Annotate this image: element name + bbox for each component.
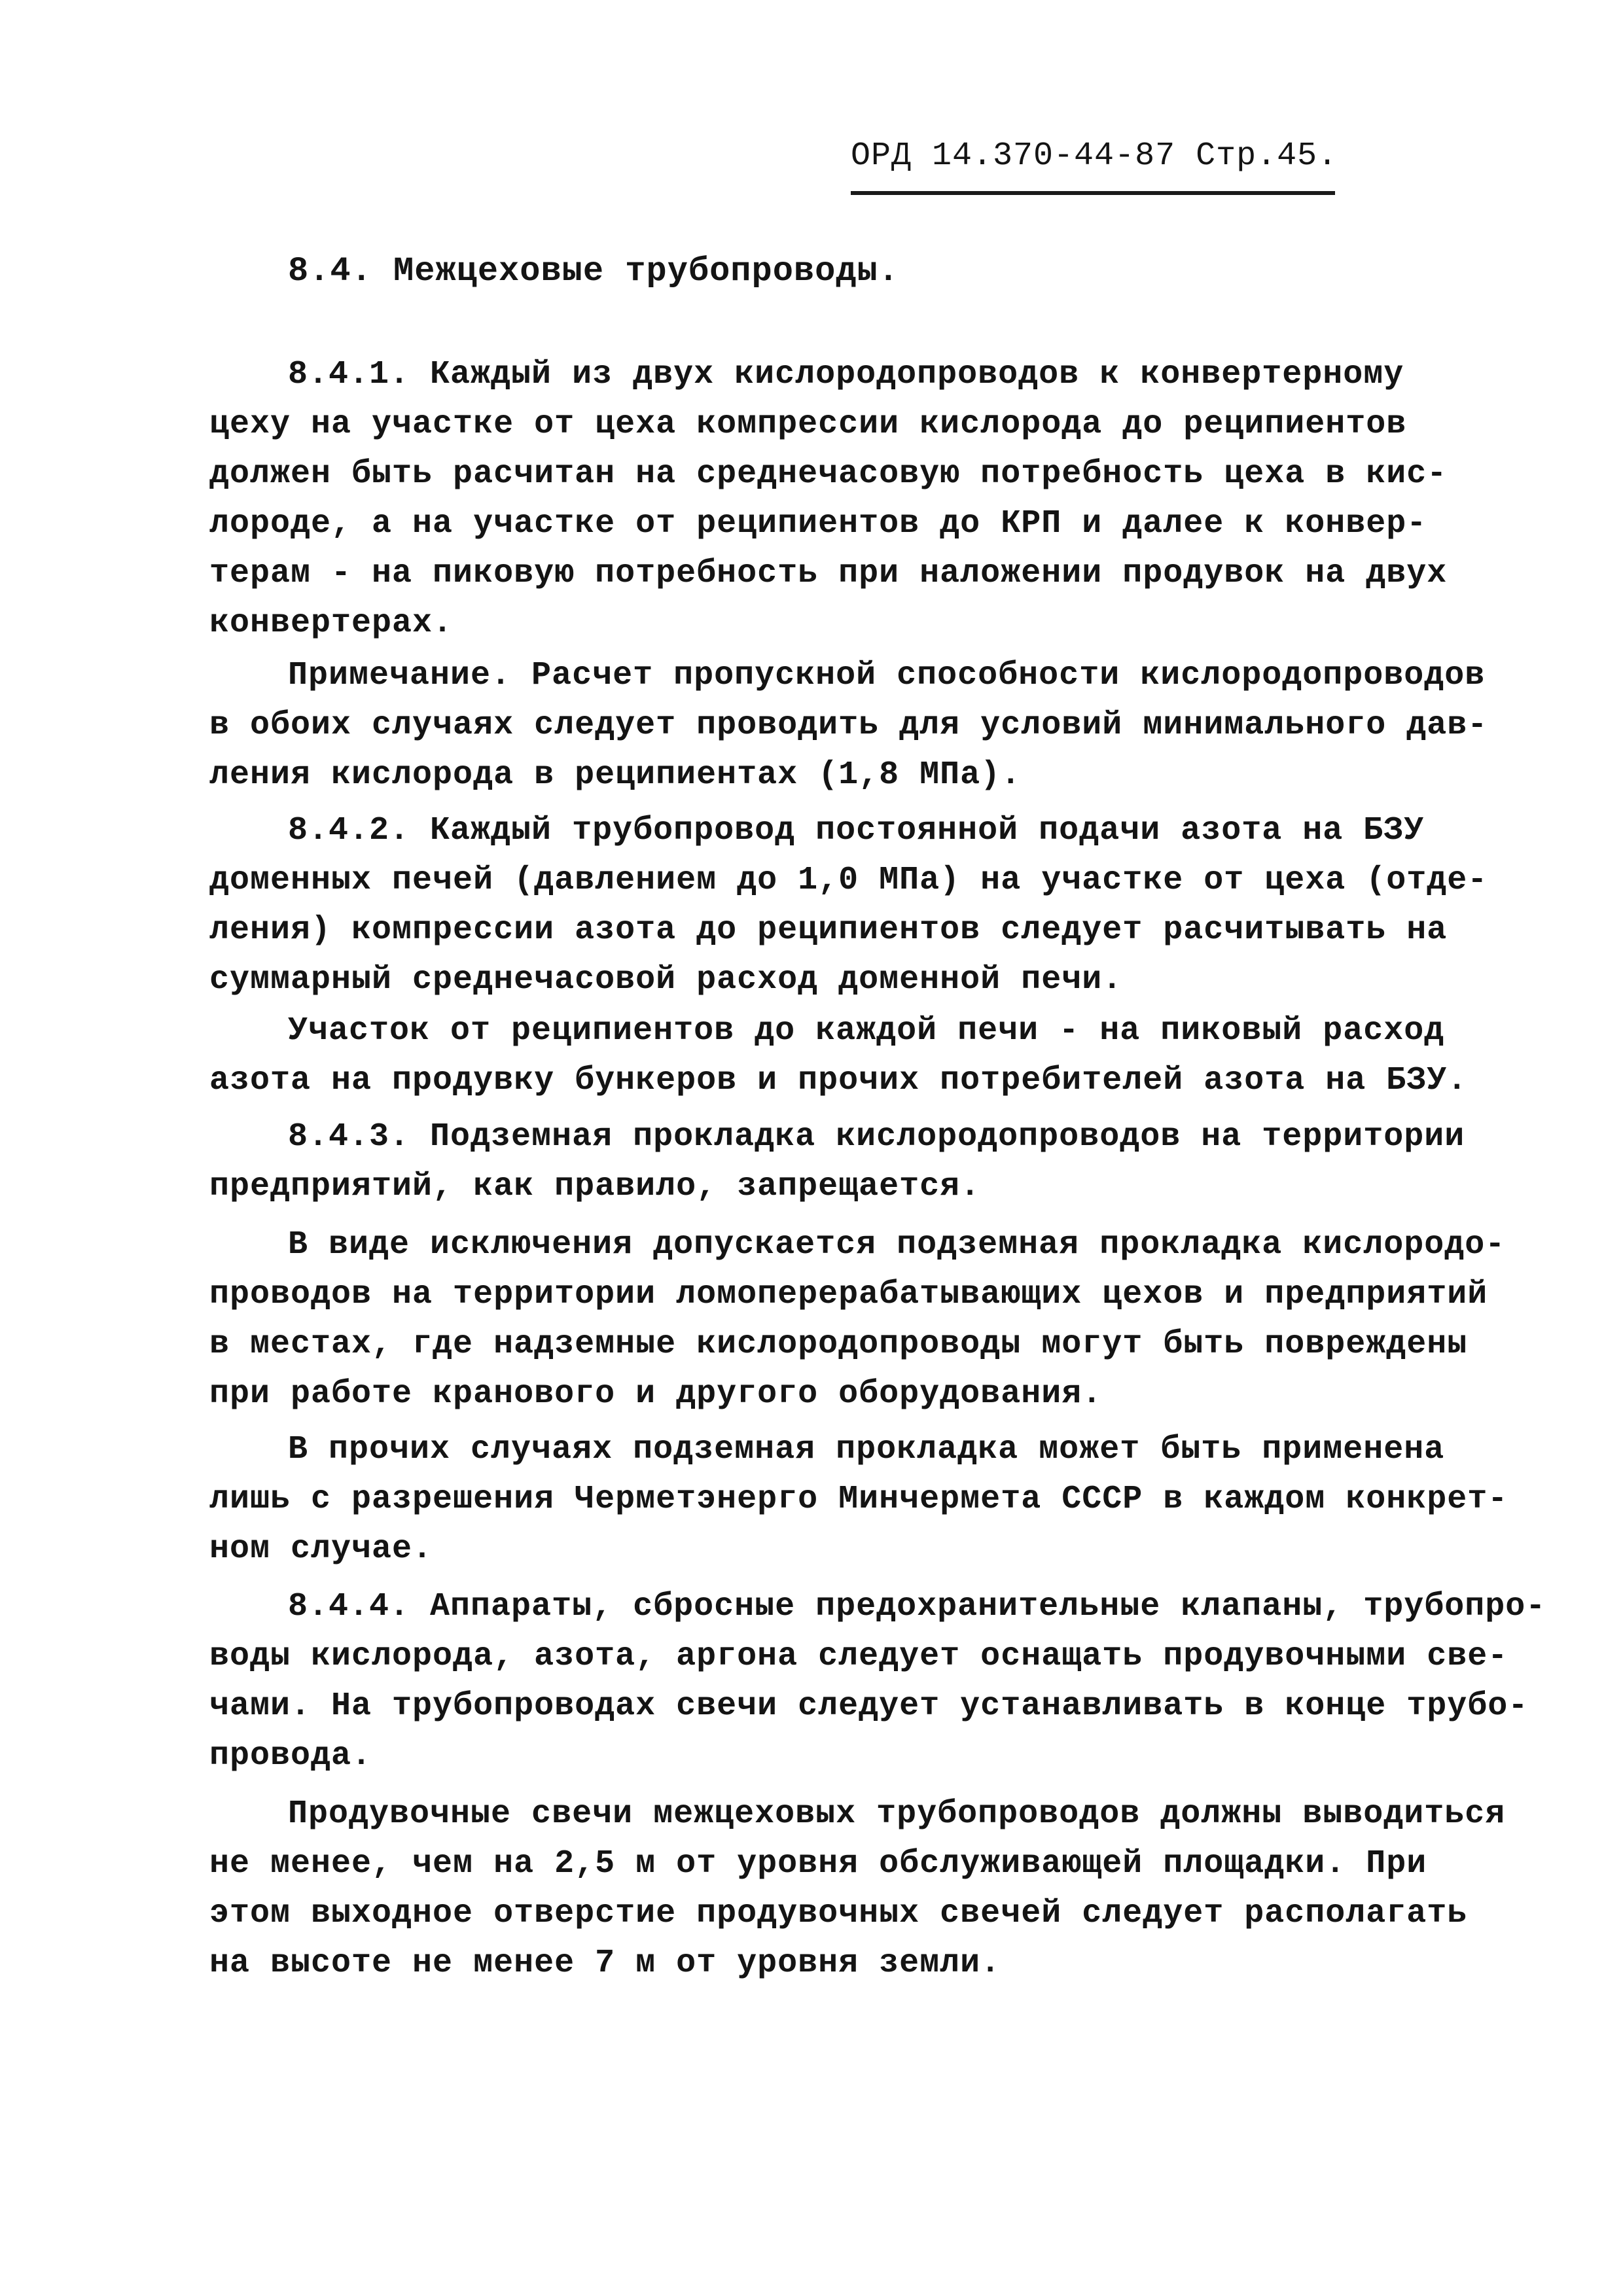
text-line: 8.4.2. Каждый трубопровод постоянной подачи азота на БЗУ [288,812,1425,849]
text-line: ления) компрессии азота до реципиентов следует расчитывать на [209,911,1448,949]
header-underline [851,191,1335,195]
page-label: Стр. [1196,137,1277,175]
text-line: Участок от реципиентов до каждой печи - на пиковый расход [288,1012,1445,1050]
text-line: Примечание. Расчет пропускной способности кислородопроводов [288,657,1486,694]
page-number: 45. [1277,137,1338,175]
paragraph-exception [209,1220,1506,1419]
text-line: 8.4.3. Подземная прокладка кислородопроводов на территории [288,1118,1465,1156]
document-code: ОРД 14.370-44-87 [851,137,1176,175]
section-title: 8.4. Межцеховые трубопроводы. [288,252,899,291]
text-line: в местах, где надземные кислородопроводы могут быть повреждены [209,1326,1468,1363]
text-line: не менее, чем на 2,5 м от уровня обслуживающей площадки. При [209,1845,1427,1882]
text-line: доменных печей (давлением до 1,0 МПа) на участке от цеха (отде- [209,862,1488,899]
text-line: провода. [209,1737,372,1775]
text-line: лороде, а на участке от реципиентов до КРП и далее к конвер- [209,505,1427,542]
text-line: лишь с разрешения Черметэнерго Минчермета СССР в каждом конкрет- [209,1481,1508,1518]
paragraph-8-4-2 [209,806,1488,1005]
text-line: азота на продувку бункеров и прочих потребителей азота на БЗУ. [209,1062,1468,1099]
paragraph-8-4-3 [209,1112,1479,1212]
text-line: 8.4.1. Каждый из двух кислородопроводов к конвертерному [288,356,1404,393]
text-line: конвертерах. [209,605,454,642]
text-line: 8.4.4. Аппараты, сбросные предохранительные клапаны, трубопро- [288,1588,1546,1625]
text-line: В прочих случаях подземная прокладка может быть применена [288,1431,1445,1468]
text-line: ления кислорода в реципиентах (1,8 МПа). [209,756,1022,794]
text-line: предприятий, как правило, запрещается. [209,1168,981,1205]
text-line: при работе кранового и другого оборудования. [209,1375,1103,1413]
page-header [851,137,1348,175]
text-line: суммарный среднечасовой расход доменной печи. [209,961,1123,998]
paragraph-other-cases [209,1425,1508,1574]
text-line: ном случае. [209,1530,433,1568]
text-line: Продувочные свечи межцеховых трубопроводов должны выводиться [288,1795,1506,1833]
text-line: в обоих случаях следует проводить для условий минимального дав- [209,707,1488,744]
paragraph-8-4-4 [209,1582,1546,1781]
text-line: воды кислорода, азота, аргона следует оснащать продувочными све- [209,1638,1508,1675]
text-line: этом выходное отверстие продувочных свечей следует располагать [209,1895,1468,1932]
text-line: чами. На трубопроводах свечи следует устанавливать в конце трубо- [209,1687,1529,1725]
text-line: В виде исключения допускается подземная прокладка кислородо- [288,1226,1506,1263]
text-line: проводов на территории ломоперерабатывающих цехов и предприятий [209,1276,1488,1313]
paragraph-reciprocal-section [209,1006,1479,1106]
paragraph-8-4-1 [209,350,1479,648]
text-line: должен быть расчитан на среднечасовую потребность цеха в кис- [209,455,1448,493]
text-line: цеху на участке от цеха компрессии кислорода до реципиентов [209,406,1407,443]
text-line: на высоте не менее 7 м от уровня земли. [209,1945,1001,1982]
text-line: терам - на пиковую потребность при наложении продувок на двух [209,555,1448,592]
paragraph-purge-candles [209,1790,1506,1988]
paragraph-note [209,651,1488,800]
